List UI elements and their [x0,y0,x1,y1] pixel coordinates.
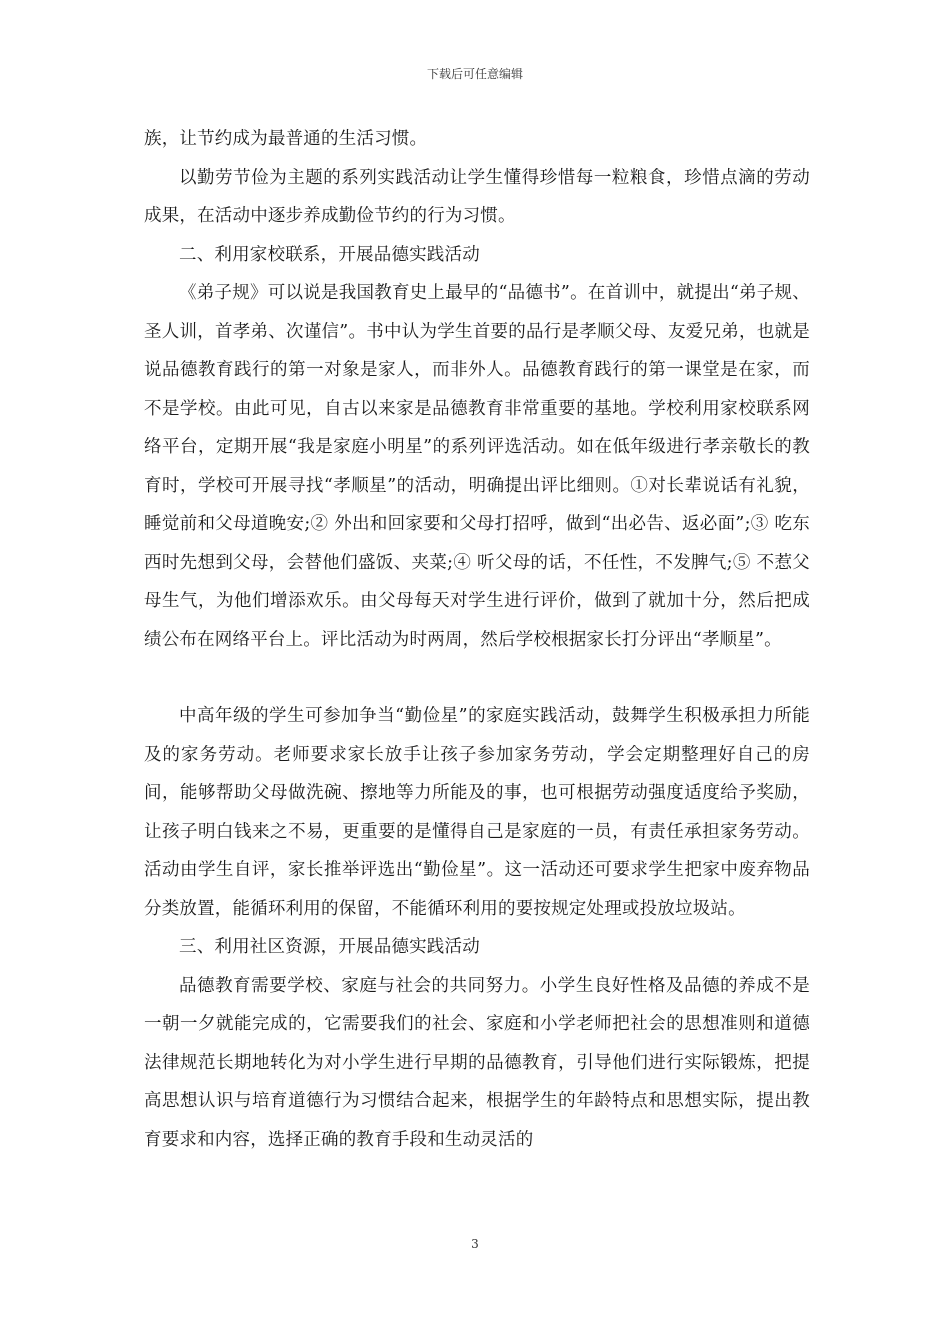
page-number: 3 [471,1237,479,1251]
paragraph: 《弟子规》可以说是我国教育史上最早的“品德书”。在首训中，就提出“弟子规、圣人训，首孝弟、次谨信”。书中认为学生首要的品行是孝顺父母、友爱兄弟，也就是说品德教育践行的第一对象是家人，而非外人。品德教育践行的第一课堂是在家，而不是学校。由此可见，自古以来家是品德教育非常重要的基地。学校利用家校联系网络平台，定期开展“我是家庭小明星”的系列评选活动。如在低年级进行孝亲敬长的教育时，学校可开展寻找“孝顺星”的活动，明确提出评比细则。①对长辈说话有礼貌，睡觉前和父母道晚安;② 外出和回家要和父母打招呼，做到“出必告、返必面”;③ 吃东西时先想到父母，会替他们盛饭、夹菜;④ 听父母的话，不任性，不发脾气;⑤ 不惹父母生气，为他们增添欢乐。由父母每天对学生进行评价，做到了就加十分，然后把成绩公布在网络平台上。评比活动为时两周，然后学校根据家长打分评出“孝顺星”。 [144,283,810,650]
page-header: 下载后可任意编辑 [426,67,523,81]
section-heading: 二、利用家校联系，开展品德实践活动 [179,244,480,265]
document-body [144,120,810,1159]
paragraph-gap [144,659,810,697]
paragraph-continuation: 族，让节约成为最普通的生活习惯。 [144,129,428,149]
paragraph: 品德教育需要学校、家庭与社会的共同努力。小学生良好性格及品德的养成不是一朝一夕就能完成的，它需要我们的社会、家庭和小学老师把社会的思想准则和道德法律规范长期地转化为对小学生进行早期的品德教育，引导他们进行实际锻炼，把提高思想认识与培育道德行为习惯结合起来，根据学生的年龄特点和思想实际，提出教育要求和内容，选择正确的教育手段和生动灵活的 [144,975,810,1150]
section-heading: 三、利用社区资源，开展品德实践活动 [179,937,480,957]
paragraph: 中高年级的学生可参加争当“勤俭星”的家庭实践活动，鼓舞学生积极承担力所能及的家务劳动。老师要求家长放手让孩子参加家务劳动，学会定期整理好自己的房间，能够帮助父母做洗碗、擦地等力所能及的事，也可根据劳动强度适度给予奖励，让孩子明白钱来之不易，更重要的是懂得自己是家庭的一员，有责任承担家务劳动。活动由学生自评，家长推举评选出“勤俭星”。这一活动还可要求学生把家中废弃物品分类放置，能循环利用的保留，不能循环利用的要按规定处理或投放垃圾站。 [144,706,810,919]
paragraph: 以勤劳节俭为主题的系列实践活动让学生懂得珍惜每一粒粮食，珍惜点滴的劳动成果，在活动中逐步养成勤俭节约的行为习惯。 [144,167,810,226]
